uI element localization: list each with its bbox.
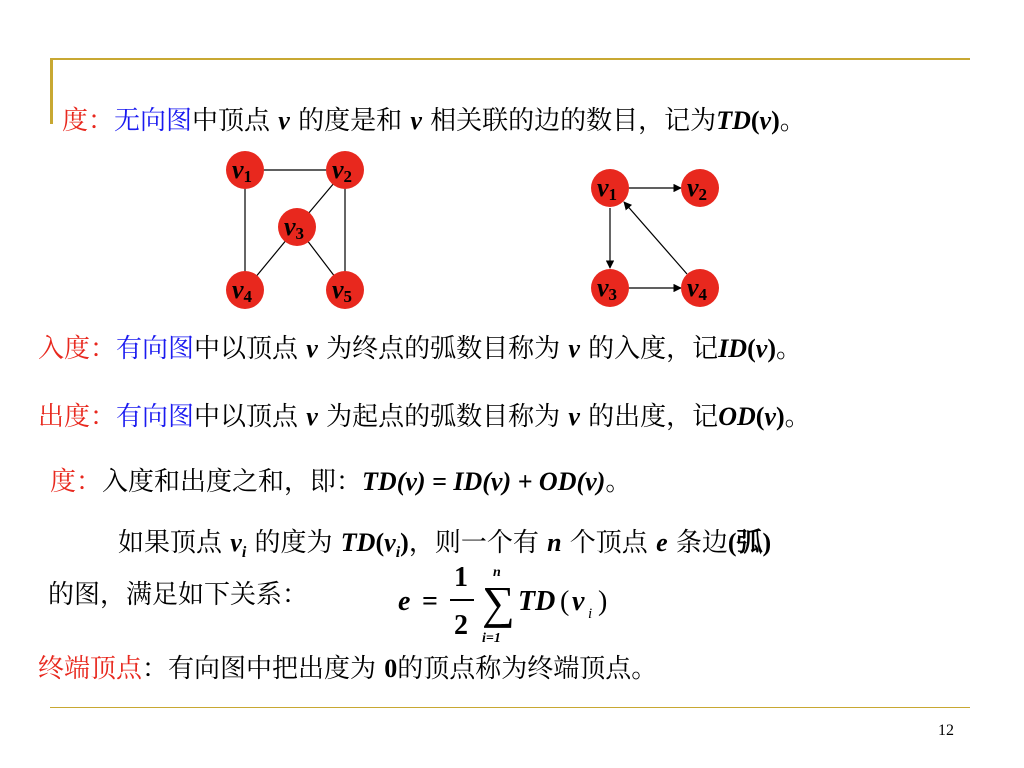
relation-text-e: 条边	[667, 528, 728, 558]
formula-lower: i=1	[482, 631, 501, 646]
relation-text-a: 如果顶点	[118, 528, 231, 558]
node-d-v3	[591, 269, 629, 307]
indegree-var-v2: v	[568, 334, 580, 363]
node-u-v4	[226, 271, 264, 309]
outdegree-var-v1: v	[306, 402, 318, 431]
node-u-v2	[326, 151, 364, 189]
outdegree-text-c: 的出度，记	[579, 402, 719, 432]
node-u-v5	[326, 271, 364, 309]
indegree-var-v3: v	[755, 334, 768, 363]
outdegree-notation: OD	[718, 402, 756, 431]
relation-n: n	[547, 528, 562, 557]
terminal-vertex-line	[38, 652, 657, 686]
frame-top-rule	[50, 58, 970, 60]
sum-end: 。	[605, 467, 632, 497]
relation-paren-open: (	[375, 528, 385, 557]
degree-definition	[62, 104, 806, 138]
node-d-v2	[681, 169, 719, 207]
node-d-v4	[681, 269, 719, 307]
indegree-term: 入度：	[38, 334, 117, 364]
svg-text:v1: v1	[597, 173, 618, 204]
graph-type-undirected: 无向图	[114, 106, 193, 136]
relation-td: TD	[340, 528, 376, 557]
svg-text:v5: v5	[332, 275, 353, 306]
page-number: 12	[938, 722, 954, 739]
node-u-v3	[278, 208, 316, 246]
relation-text-d: 个顶点	[561, 528, 657, 558]
svg-text:v2: v2	[687, 173, 708, 204]
indegree-paren-close: )	[767, 334, 776, 363]
node-d-v1	[591, 169, 629, 207]
sum-formula: TD(v) = ID(v) + OD(v)	[362, 467, 606, 496]
terminal-text-a: ：有向图中把出度为	[142, 654, 385, 684]
indegree-end: 。	[775, 334, 802, 364]
degree-text-c: 相关联的边的数目，记为	[421, 106, 717, 136]
outdegree-paren-close: )	[775, 402, 785, 431]
degree-paren-close: )	[771, 106, 780, 135]
sum-term: 度：	[50, 467, 103, 497]
formula-paren-close: )	[598, 586, 608, 617]
outdegree-term: 出度：	[38, 402, 117, 432]
relation-vi2-sub: i	[395, 544, 401, 562]
degree-text-a: 中顶点	[192, 106, 279, 136]
outdegree-text-b: 为起点的弧数目称为	[317, 402, 569, 432]
indegree-text-c: 的入度，记	[579, 334, 719, 364]
directed-graph	[570, 160, 750, 320]
outdegree-text-a: 中以顶点	[194, 402, 307, 432]
svg-text:v1: v1	[232, 155, 253, 186]
arc-v4-v1	[624, 202, 687, 274]
indegree-notation: ID	[718, 334, 748, 363]
degree-term: 度：	[62, 106, 115, 136]
relation-text-c: ，则一个有	[408, 528, 548, 558]
outdegree-end: 。	[784, 402, 811, 432]
sum-text: 入度和出度之和，即：	[102, 467, 363, 497]
graph-type-directed-out: 有向图	[116, 402, 195, 432]
indegree-text-a: 中以顶点	[194, 334, 307, 364]
degree-var-v2: v	[410, 106, 422, 135]
formula-sigma: ∑	[482, 577, 515, 628]
terminal-text-b: 的顶点称为终端顶点。	[397, 654, 658, 684]
formula-upper: n	[493, 565, 501, 580]
formula-eq: =	[422, 586, 438, 617]
outdegree-var-v3: v	[764, 402, 776, 431]
relation-paren-close: )	[400, 528, 409, 557]
outdegree-paren-open: (	[755, 402, 765, 431]
relation-vi-sub: i	[241, 544, 247, 562]
outdegree-definition	[38, 400, 811, 434]
undirected-graph	[200, 140, 400, 320]
degree-notation: TD	[716, 106, 751, 135]
indegree-paren-open: (	[747, 334, 756, 363]
formula-lhs: e	[398, 586, 411, 617]
degree-sum-line	[50, 465, 631, 499]
relation-e: e	[656, 528, 668, 557]
degree-paren-open: (	[750, 106, 760, 135]
degree-sum-formula	[392, 558, 632, 650]
degree-text-b: 的度是和	[289, 106, 411, 136]
relation-text-b: 的度为	[246, 528, 341, 558]
relation-line-2	[48, 578, 308, 612]
outdegree-var-v2: v	[568, 402, 580, 431]
formula-denominator: 2	[454, 610, 468, 641]
terminal-term: 终端顶点	[38, 654, 143, 684]
degree-var-v1: v	[278, 106, 290, 135]
frame-bottom-rule	[50, 707, 970, 708]
relation-line2-text: 的图，满足如下关系：	[48, 580, 309, 610]
formula-v: v	[572, 586, 585, 617]
indegree-text-b: 为终点的弧数目称为	[317, 334, 569, 364]
indegree-definition	[38, 332, 802, 366]
relation-vi: v	[230, 528, 242, 557]
formula-numerator: 1	[454, 562, 468, 593]
degree-var-v3: v	[759, 106, 772, 135]
terminal-zero: 0	[384, 654, 398, 683]
formula-td: TD	[518, 586, 556, 617]
svg-text:v3: v3	[284, 212, 305, 243]
formula-paren-open: (	[560, 586, 570, 617]
svg-text:v4: v4	[232, 275, 253, 306]
relation-vi2: v	[384, 528, 396, 557]
graph-type-directed-in: 有向图	[116, 334, 195, 364]
svg-text:v2: v2	[332, 155, 353, 186]
indegree-var-v1: v	[306, 334, 318, 363]
formula-sub: i	[588, 606, 593, 622]
node-u-v1	[226, 151, 264, 189]
svg-text:v4: v4	[687, 273, 708, 304]
frame-left-rule	[50, 58, 53, 124]
relation-arc: (弧)	[727, 528, 772, 557]
degree-end: 。	[779, 106, 806, 136]
svg-text:v3: v3	[597, 273, 618, 304]
